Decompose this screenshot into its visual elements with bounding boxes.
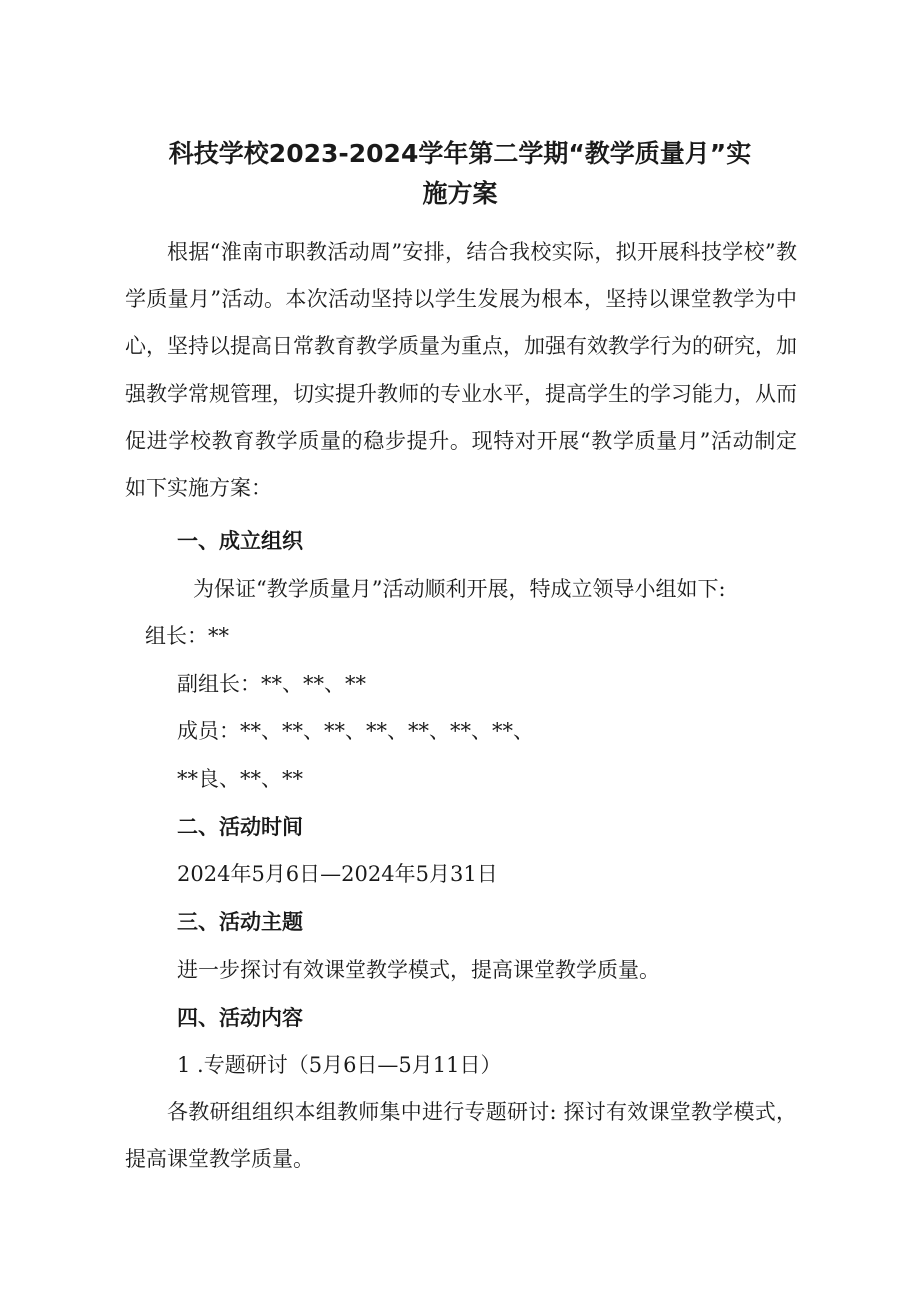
section-3-heading: 三、活动主题 bbox=[177, 910, 303, 934]
members-line-1: 成员：**、**、**、**、**、**、**、 bbox=[177, 719, 534, 743]
leader-line: 组长：** bbox=[145, 624, 229, 648]
document-title-line-2: 施方案 bbox=[422, 179, 498, 208]
activity-theme: 进一步探讨有效课堂教学模式，提高课堂教学质量。 bbox=[177, 958, 660, 982]
content-item-1-paragraph: 各教研组组织本组教师集中进行专题研讨: 探讨有效课堂教学模式，提高课堂教学质量。 bbox=[125, 1100, 797, 1172]
members-line-2: **良、**、** bbox=[177, 767, 303, 791]
section-1-heading: 一、成立组织 bbox=[177, 529, 303, 553]
content-item-1-title: 1 .专题研讨（5月6日—5月11日） bbox=[177, 1053, 502, 1077]
activity-time: 2024年5月6日—2024年5月31日 bbox=[177, 862, 498, 886]
section-4-heading: 四、活动内容 bbox=[177, 1006, 303, 1030]
section-1-text: 为保证“教学质量月”活动顺利开展，特成立领导小组如下: bbox=[193, 577, 726, 601]
document-title-line-1: 科技学校2023-2024学年第二学期“教学质量月”实 bbox=[168, 139, 752, 168]
intro-paragraph: 根据“淮南市职教活动周”安排，结合我校实际，拟开展科技学校”教学质量月”活动。本次活动坚持以学生发展为根本，坚持以课堂教学为中心，坚持以提高日常教育教学质量为重点，加强有效教学行为的研究，加强教学常规管理，切实提升教师的专业水平，提高学生的学习能力，从而促进学校教育教学质量的稳步提升。现特对开展“教学质量月”活动制定如下实施方案： bbox=[125, 240, 797, 501]
section-2-heading: 二、活动时间 bbox=[177, 815, 303, 839]
vice-leader-line: 副组长：**、**、** bbox=[177, 672, 366, 696]
